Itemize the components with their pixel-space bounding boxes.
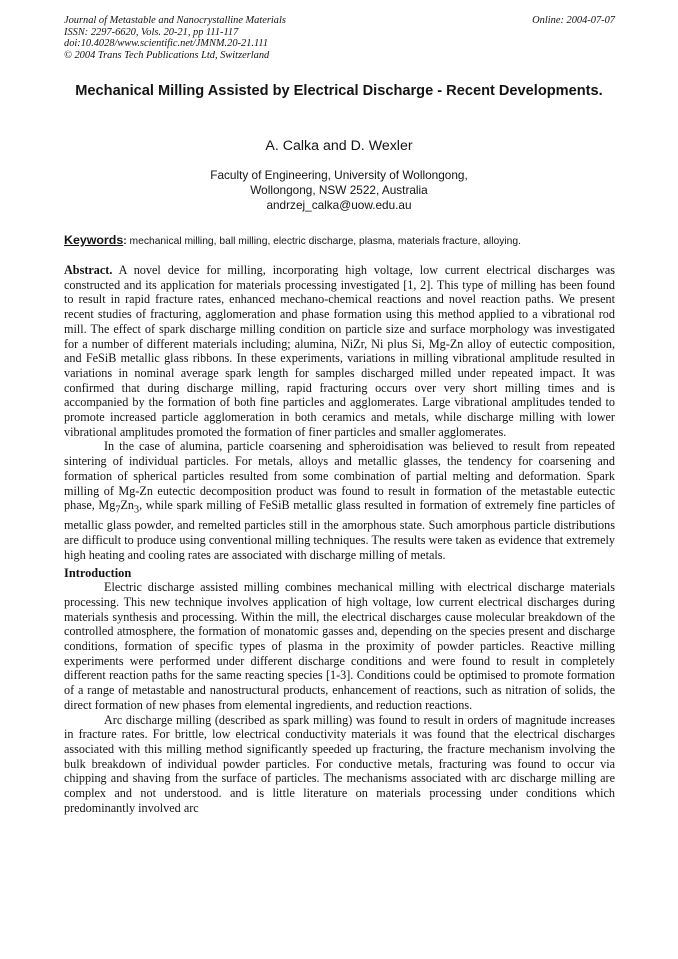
introduction-paragraph-2: Arc discharge milling (described as spark milling) was found to result in orders of magnitude increases in fracture rates. For brittle, low electrical conductivity materials it was found that the electrical discharges associated with this milling method significantly speeded up fracturing, the fracture mechanism involving the bulk breakdown of individual powder particles. For conductive metals, fracturing was found to occur via chipping and shaving from the surface of particles. The mechanisms associated with arc discharge milling are complex and not understood. and is little literature on materials processing under conditions which predominantly involved arc bbox=[64, 712, 615, 815]
introduction-heading: Introduction bbox=[64, 565, 132, 580]
affiliation-line-1: Faculty of Engineering, University of Wollongong, bbox=[210, 168, 468, 182]
online-date: Online: 2004-07-07 bbox=[532, 15, 615, 26]
journal-copyright: © 2004 Trans Tech Publications Ltd, Switzerland bbox=[64, 49, 270, 61]
abstract-label: Abstract. bbox=[64, 263, 113, 277]
author-email[interactable]: andrzej_calka@uow.edu.au bbox=[266, 198, 412, 212]
abstract-text-1: A novel device for milling, incorporating high voltage, low current electrical discharges was constructed and its application for materials processing investigated [1, 2]. This type of milling has been found to result in rapid fracture rates, enhanced mechano-chemical reactions and novel reaction paths. We present recent studies of fracturing, agglomeration and phase formation using this method applied to a vibrational rod mill. The effect of spark discharge milling condition on particle size and surface morphology was investigated for a number of different materials including; alumina, NiZr, Ni plus Si, Mg-Zn alloy of eutectic composition, and FeSiB metallic glass ribbons. In these experiments, variations in milling vibrational amplitude resulted in variations in nominal average spark length for samples discharged milled under repeated impact. It was confirmed that during discharge milling, rapid fracturing occurs over very short milling times and is accompanied by the formation of both fine particles and agglomerates. Large vibrational amplitudes tended to promote increased particle agglomeration in both ceramics and metals, while discharge milling with lower vibrational amplitudes promoted the formation of finer particles and smaller agglomerates. bbox=[64, 263, 615, 439]
abstract-text-2a: In the case of alumina, particle coarsening and spheroidisation was believed to result from repeated sintering of individual particles. For metals, alloys and metallic glasses, the tendency for coarsening and formation of spherical particles resulted from some combination of partial melting and deformation. Spark milling of Mg-Zn eutectic decomposition product was found to result in formation of the metastable eutectic phase, Mg bbox=[64, 439, 615, 513]
abstract-text-2b: Zn bbox=[120, 498, 134, 513]
journal-header bbox=[64, 15, 286, 61]
keywords-label: Keywords bbox=[64, 233, 124, 247]
subscript-3: 3 bbox=[134, 504, 140, 516]
abstract-paragraph-1 bbox=[64, 263, 615, 439]
journal-issn: ISSN: 2297-6620, Vols. 20-21, pp 111-117 bbox=[64, 26, 239, 38]
introduction-paragraph-1: Electric discharge assisted milling combines mechanical milling with electrical discharge materials processing. This new technique involves application of high voltage, low current electrical discharges during materials synthesis and processing. Within the mill, the electrical discharges cause molecular breakdown of the controlled atmosphere, the formation of monatomic gasses and, depending on the species present and discharge conditions, formation of specific types of plasma in the proximity of powder particles. Reactive milling experiments were performed under different discharge conditions and were found to result in completely different reaction paths for the same reacting species [1-3]. Conditions could be optimised to promote formation of a range of metastable and nanostructural products, enhancement of reactions, such as nitration of solids, the direct formation of new phases from elemental ingredients, and reduction reactions. bbox=[64, 580, 615, 712]
subscript-7: 7 bbox=[115, 504, 121, 516]
abstract-paragraph-2 bbox=[64, 439, 615, 562]
keywords-text: mechanical milling, ball milling, electric discharge, plasma, materials fracture, alloying. bbox=[129, 236, 521, 247]
affiliation-block bbox=[64, 168, 614, 213]
keywords-line: Keywords: mechanical milling, ball milling, electric discharge, plasma, materials fracture, alloying. bbox=[64, 233, 521, 247]
abstract-text-2c: , while spark milling of FeSiB metallic glass resulted in formation of extremely fine particles of metallic glass powder, and remelted particles still in the amorphous state. Such amorphous particle distributions are difficult to produce using conventional milling techniques. The results were taken as evidence that extremely high heating and cooling rates are associated with discharge milling of metals. bbox=[64, 498, 616, 562]
journal-name: Journal of Metastable and Nanocrystalline Materials bbox=[64, 15, 286, 26]
paper-authors: A. Calka and D. Wexler bbox=[265, 138, 413, 154]
journal-doi[interactable]: doi:10.4028/www.scientific.net/JMNM.20-21.111 bbox=[64, 38, 269, 50]
paper-title: Mechanical Milling Assisted by Electrical Discharge - Recent Developments. bbox=[75, 83, 603, 99]
affiliation-line-2: Wollongong, NSW 2522, Australia bbox=[250, 183, 428, 197]
paper-body bbox=[64, 263, 615, 815]
